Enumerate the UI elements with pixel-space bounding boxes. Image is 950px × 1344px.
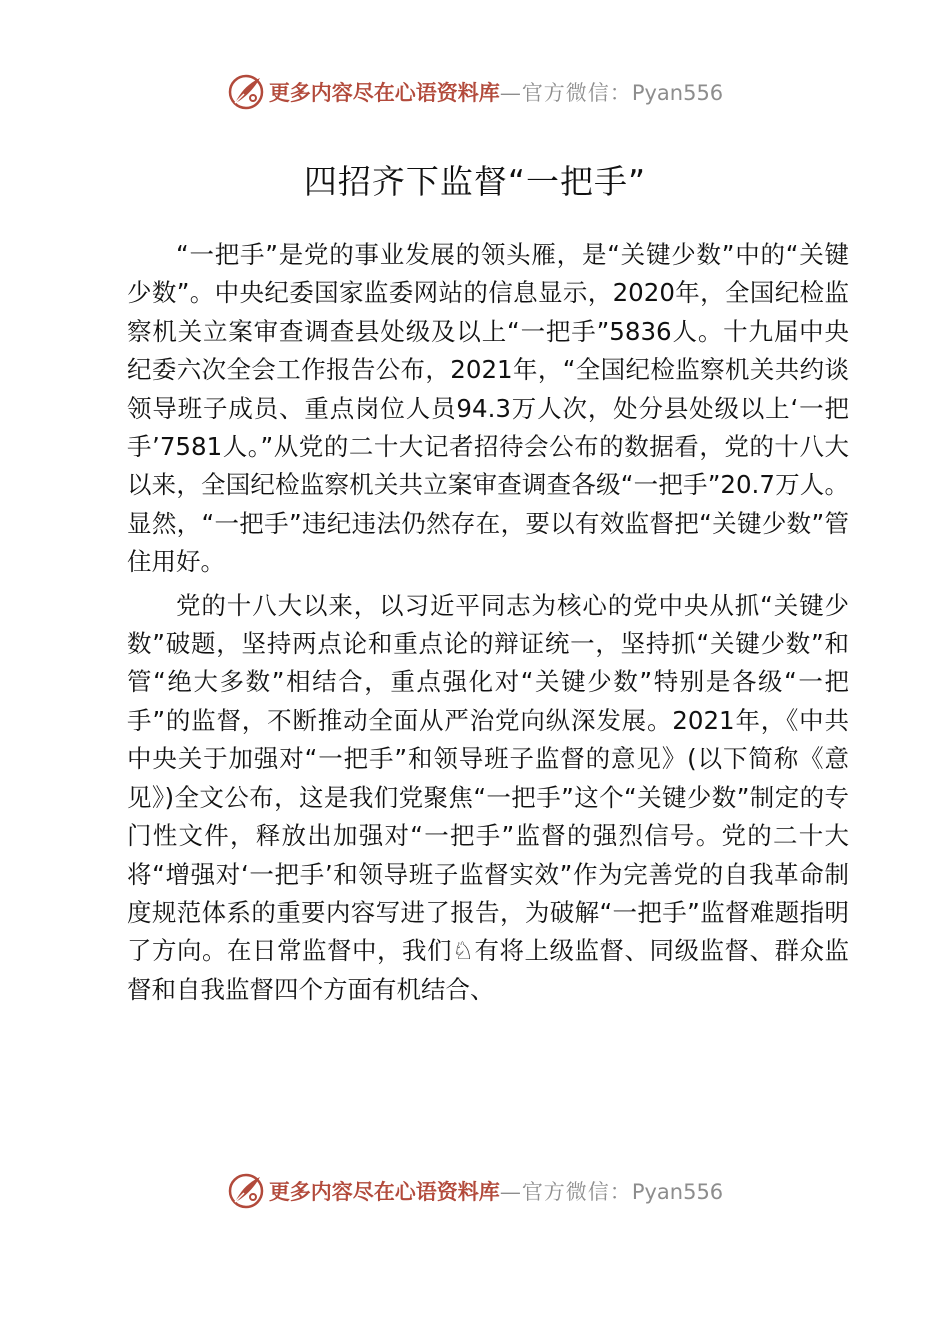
document-title: 四招齐下监督“一把手”: [303, 162, 647, 201]
body-paragraph: 党的十八大以来，以习近平同志为核心的党中央从抓“关键少数”破题，坚持两点论和重点论的辩证统一，坚持抓“关键少数”和管“绝大多数”相结合，重点强化对“关键少数”特别是各级“一把手”的监督，不断推动全面从严治党向纵深发展。2021年，《中共中央关于加强对“一把手”和领导班子监督的意见》(以下简称《意见》)全文公布，这是我们党聚焦“一把手”这个“关键少数”制定的专门性文件，释放出加强对“一把手”监督的强烈信号。党的二十大将“增强对‘一把手’和领导班子监督实效”作为完善党的自我革命制度规范体系的重要内容写进了报告，为破解“一把手”监督难题指明了方向。在日常监督中，我们♘有将上级监督、同级监督、群众监督和自我监督四个方面有机结合、: [127, 590, 849, 1004]
quill-pen-logo-icon: [227, 1172, 265, 1210]
watermark-banner-bottom: [0, 1171, 950, 1211]
watermark-banner-top: [0, 72, 950, 112]
body-paragraph: “一把手”是党的事业发展的领头雁，是“关键少数”中的“关键少数”。中央纪委国家监委网站的信息显示，2020年，全国纪检监察机关立案审查调查县处级及以上“一把手”5836人。十九届中央纪委六次全会工作报告公布，2021年，“全国纪检监察机关共约谈领导班子成员、重点岗位人员94.3万人次，处分县处级以上‘一把手’7581人。”从党的二十大记者招待会公布的数据看，党的十八大以来，全国纪检监察机关共立案审查调查各级“一把手”20.7万人。显然，“一把手”违纪违法仍然存在，要以有效监督把“关键少数”管住用好。: [127, 240, 849, 577]
watermark-sub-text: —官方微信：: [499, 1180, 632, 1204]
watermark-wechat-id: Pyan556: [631, 1180, 724, 1204]
document-body: [127, 236, 849, 1014]
watermark-main-text: 更多内容尽在心语资料库: [268, 80, 500, 105]
watermark-sub-text: —官方微信：: [499, 81, 632, 105]
quill-pen-logo-icon: [227, 73, 265, 111]
watermark-text: [269, 1176, 723, 1206]
watermark-main-text: 更多内容尽在心语资料库: [268, 1179, 500, 1204]
watermark-wechat-id: Pyan556: [631, 81, 724, 105]
watermark-text: [269, 77, 723, 107]
